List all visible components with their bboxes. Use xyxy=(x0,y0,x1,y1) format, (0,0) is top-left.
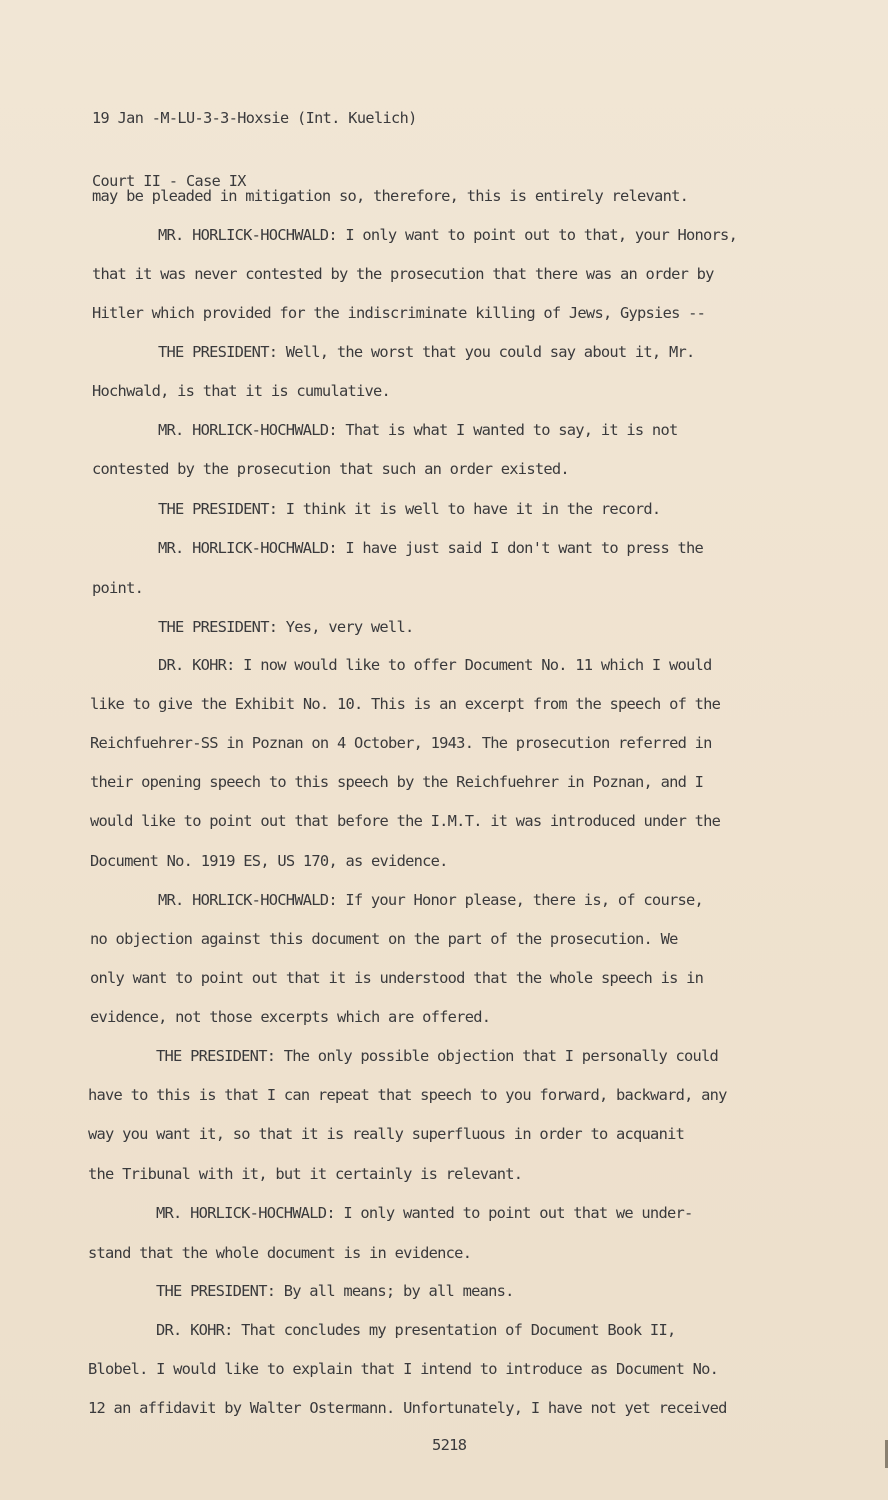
transcript-line: DR. KOHR: I now would like to offer Document No. 11 which I would xyxy=(158,656,712,674)
transcript-line: Document No. 1919 ES, US 170, as evidence. xyxy=(90,852,448,870)
transcript-line: the Tribunal with it, but it certainly is relevant. xyxy=(88,1165,523,1183)
transcript-line: MR. HORLICK-HOCHWALD: I have just said I don't want to press the xyxy=(158,539,704,557)
transcript-line: THE PRESIDENT: By all means; by all means. xyxy=(156,1282,514,1300)
transcript-line: way you want it, so that it is really superfluous in order to acquanit xyxy=(88,1125,685,1143)
transcript-line: Hochwald, is that it is cumulative. xyxy=(92,382,391,400)
page-number: 5218 xyxy=(432,1436,467,1454)
transcript-line: like to give the Exhibit No. 10. This is an excerpt from the speech of the xyxy=(90,695,721,713)
header-line-court: Court II - Case IX xyxy=(92,172,246,190)
transcript-line: have to this is that I can repeat that speech to you forward, backward, any xyxy=(88,1086,727,1104)
transcript-line: MR. HORLICK-HOCHWALD: That is what I wanted to say, it is not xyxy=(158,421,678,439)
transcript-line: no objection against this document on the part of the prosecution. We xyxy=(90,930,678,948)
transcript-line: THE PRESIDENT: The only possible objection that I personally could xyxy=(156,1047,719,1065)
transcript-line: DR. KOHR: That concludes my presentation of Document Book II, xyxy=(156,1321,676,1339)
transcript-line: that it was never contested by the prosecution that there was an order by xyxy=(92,265,714,283)
header-line-session: 19 Jan -M-LU-3-3-Hoxsie (Int. Kuelich) xyxy=(92,109,417,127)
transcript-line: Blobel. I would like to explain that I intend to introduce as Document No. xyxy=(88,1360,719,1378)
transcript-line: point. xyxy=(92,579,144,597)
transcript-line: MR. HORLICK-HOCHWALD: I only want to point out to that, your Honors, xyxy=(158,226,738,244)
transcript-line: Reichfuehrer-SS in Poznan on 4 October, 1943. The prosecution referred in xyxy=(90,734,712,752)
transcript-line: may be pleaded in mitigation so, therefore, this is entirely relevant. xyxy=(92,187,689,205)
transcript-line: THE PRESIDENT: I think it is well to have it in the record. xyxy=(158,500,661,518)
transcript-line: MR. HORLICK-HOCHWALD: I only wanted to point out that we under- xyxy=(156,1204,693,1222)
transcript-line: stand that the whole document is in evidence. xyxy=(88,1244,472,1262)
transcript-line: Hitler which provided for the indiscriminate killing of Jews, Gypsies -- xyxy=(92,304,706,322)
transcript-line: contested by the prosecution that such an order existed. xyxy=(92,460,569,478)
transcript-line: their opening speech to this speech by the Reichfuehrer in Poznan, and I xyxy=(90,773,704,791)
transcript-line: would like to point out that before the I.M.T. it was introduced under the xyxy=(90,812,721,830)
transcript-line: only want to point out that it is understood that the whole speech is in xyxy=(90,969,704,987)
transcript-line: THE PRESIDENT: Yes, very well. xyxy=(158,618,414,636)
transcript-line: 12 an affidavit by Walter Ostermann. Unfortunately, I have not yet received xyxy=(88,1399,727,1417)
transcript-line: evidence, not those excerpts which are offered. xyxy=(90,1008,491,1026)
transcript-line: THE PRESIDENT: Well, the worst that you could say about it, Mr. xyxy=(158,343,695,361)
transcript-line: MR. HORLICK-HOCHWALD: If your Honor please, there is, of course, xyxy=(158,891,704,909)
